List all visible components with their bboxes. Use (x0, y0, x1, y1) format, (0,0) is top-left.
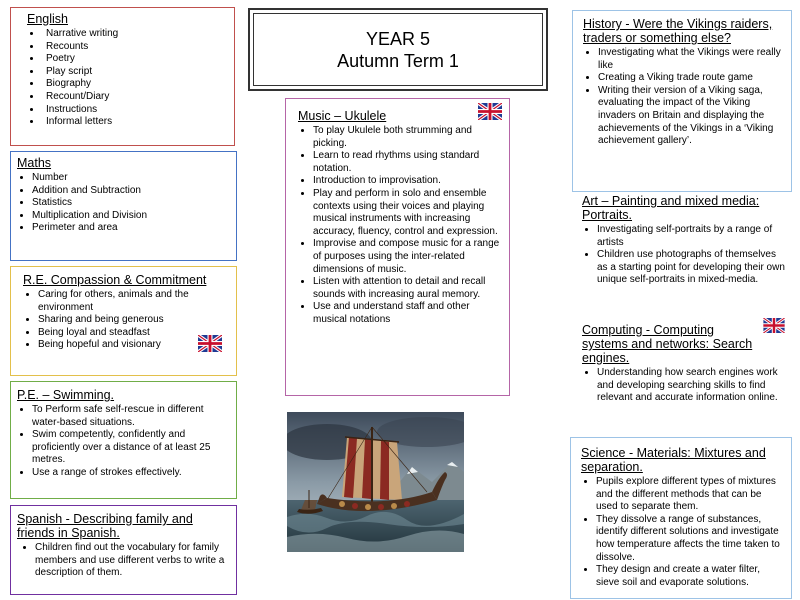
union-jack-flag-icon (198, 335, 222, 352)
list-item: • Caring for others, animals and the environment (38, 289, 208, 314)
viking-longship-svg (287, 412, 464, 552)
re-heading: R.E. Compassion & Commitment (23, 273, 207, 287)
list-item: • They dissolve a range of substances, identify different solutions and investigate how temperature affects the time taken to dissolve. (596, 514, 785, 564)
science-heading: Science - Materials: Mixtures and separation. (581, 446, 766, 474)
title-inner (253, 13, 543, 86)
list-item: • Statistics (32, 197, 230, 210)
list-item: • Informal letters (42, 116, 228, 129)
history-list (583, 47, 785, 148)
maths-box (10, 151, 237, 261)
list-item: • Perimeter and area (32, 222, 230, 235)
computing-box (572, 320, 792, 432)
list-item: • Pupils explore different types of mixtures and the different methods that can be used to separate them. (596, 476, 785, 514)
list-item: • Sharing and being generous (38, 314, 208, 327)
list-item: • Being hopeful and visionary (38, 339, 208, 352)
list-item: • To Perform safe self-rescue in different water-based situations. (32, 404, 230, 429)
spanish-heading: Spanish - Describing family and friends in Spanish. (17, 512, 193, 540)
list-item: • To play Ukulele both strumming and picking. (313, 125, 501, 150)
list-item: • Multiplication and Division (32, 210, 230, 223)
history-heading: History - Were the Vikings raiders, traders or something else? (583, 17, 773, 45)
list-item: • Learn to read rhythms using standard notation. (313, 150, 501, 175)
art-list (582, 224, 786, 287)
title-year: YEAR 5 (365, 28, 431, 49)
pe-list (17, 404, 230, 480)
union-jack-flag-icon (478, 103, 502, 120)
list-item: • Children find out the vocabulary for family members and use different verbs to write a description of them. (35, 542, 230, 580)
list-item: • They design and create a water filter, sieve soil and evaporate solutions. (596, 564, 785, 589)
science-list (581, 476, 785, 589)
list-item: • Play and perform in solo and ensemble contexts using their voices and playing musical instruments with increasing accuracy, fluency, control and expression. (313, 188, 501, 238)
union-jack-flag-icon (763, 318, 785, 333)
viking-longship-image (287, 412, 464, 552)
list-item: • Recount/Diary (42, 91, 228, 104)
computing-heading: Computing - Computing systems and networks: Search engines. (582, 323, 753, 365)
music-box (285, 98, 510, 396)
title-box (248, 8, 548, 91)
art-heading: Art – Painting and mixed media: Portraits. (582, 194, 760, 222)
list-item: • Recounts (42, 41, 228, 54)
list-item: • Poetry (42, 53, 228, 66)
music-heading: Music – Ukulele (298, 109, 387, 123)
list-item: • Narrative writing (42, 28, 228, 41)
history-box (572, 10, 792, 192)
list-item: • Instructions (42, 104, 228, 117)
list-item: • Investigating what the Vikings were really like (598, 47, 785, 72)
english-box (10, 7, 235, 146)
pe-box (10, 381, 237, 499)
spanish-box (10, 505, 237, 595)
list-item: • Being loyal and steadfast (38, 327, 208, 340)
computing-list (582, 367, 786, 405)
music-list (298, 125, 501, 327)
list-item: • Children use photographs of themselves as a starting point for developing their own unique self-portraits in mixed-media. (597, 249, 786, 287)
list-item: • Listen with attention to detail and recall sounds with increasing aural memory. (313, 276, 501, 301)
re-box (10, 266, 237, 376)
title-term: Autumn Term 1 (337, 50, 459, 71)
list-item: • Number (32, 172, 230, 185)
english-list (27, 28, 228, 129)
list-item: • Use and understand staff and other musical notations (313, 301, 501, 326)
english-heading: English (27, 12, 68, 26)
art-box (572, 192, 792, 310)
list-item: • Investigating self-portraits by a range of artists (597, 224, 786, 249)
list-item: • Improvise and compose music for a range of purposes using the inter-related dimensions of music. (313, 238, 501, 276)
re-list (23, 289, 208, 352)
list-item: • Biography (42, 78, 228, 91)
list-item: • Swim competently, confidently and proficiently over a distance of at least 25 metres. (32, 429, 230, 467)
list-item: • Play script (42, 66, 228, 79)
maths-heading: Maths (17, 156, 52, 170)
list-item: • Introduction to improvisation. (313, 175, 501, 188)
science-box (570, 437, 792, 599)
list-item: • Creating a Viking trade route game (598, 72, 785, 85)
maths-list (17, 172, 230, 235)
list-item: • Use a range of strokes effectively. (32, 467, 230, 480)
list-item: • Writing their version of a Viking saga, evaluating the impact of the Viking invaders on Britain and displaying the achievements of the Vikings in a ‘Viking achievement gallery’. (598, 85, 785, 148)
spanish-list (17, 542, 230, 580)
list-item: • Understanding how search engines work and developing searching skills to find relevant and accurate information online. (597, 367, 786, 405)
pe-heading: P.E. – Swimming. (17, 388, 115, 402)
list-item: • Addition and Subtraction (32, 185, 230, 198)
